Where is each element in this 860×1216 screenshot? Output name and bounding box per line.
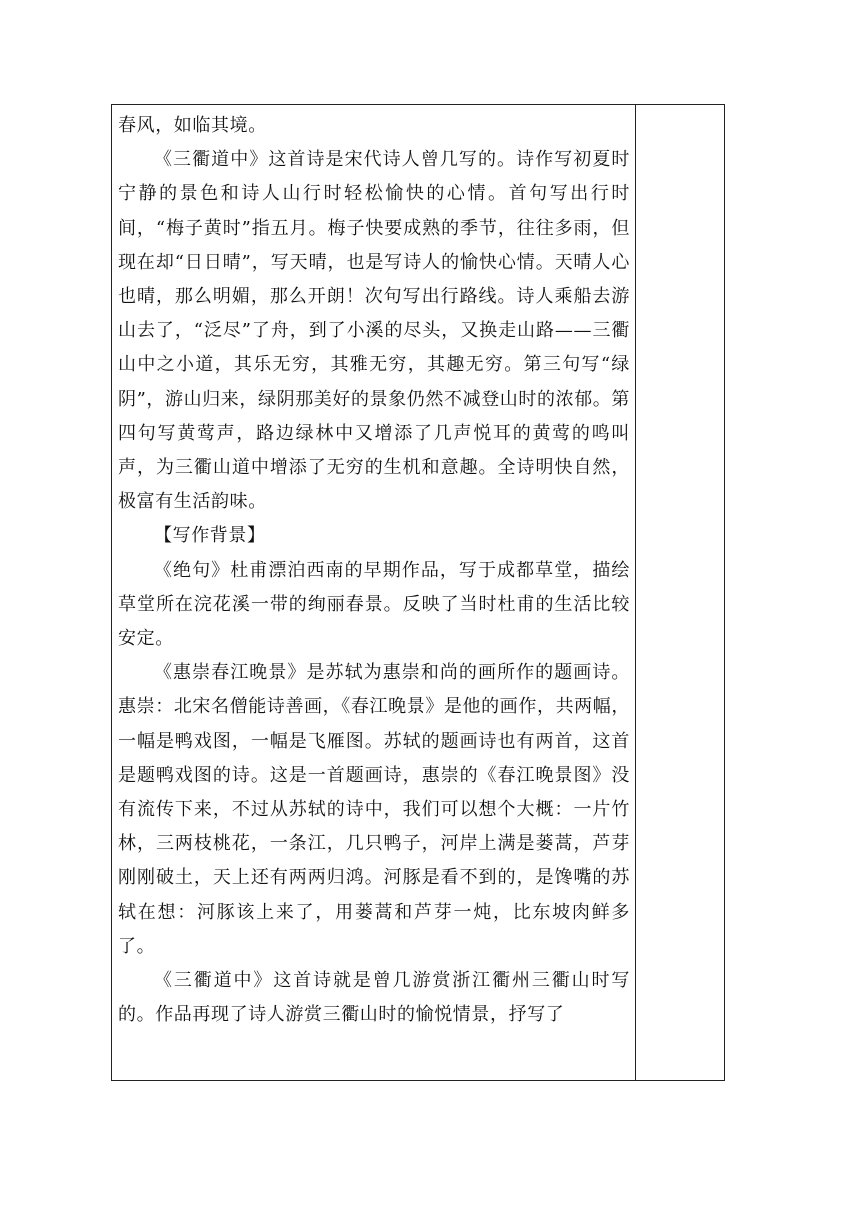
notes-cell	[636, 105, 725, 1080]
main-text-cell	[118, 109, 630, 1032]
paragraph-sanqu-background: 《三衢道中》这首诗就是曾几游赏浙江衢州三衢山时写的。作品再现了诗人游赏三衢山时的愉悦情景，抒写了	[118, 970, 630, 1026]
content-table	[111, 104, 725, 1081]
paragraph-sanqu-analysis: 《三衢道中》这首诗是宋代诗人曾几写的。诗作写初夏时宁静的景色和诗人山行时轻松愉快的心情。首句写出行时间，“梅子黄时”指五月。梅子快要成熟的季节，往往多雨，但现在却“日日晴”，写天晴，也是写诗人的愉快心情。天晴人心也晴，那么明媚，那么开朗！次句写出行路线。诗人乘船去游山去了，“泛尽”了舟，到了小溪的尽头，又换走山路——三衢山中之小道，其乐无穷，其雅无穷，其趣无穷。第三句写“绿阴”，游山归来，绿阴那美好的景象仍然不减登山时的浓郁。第四句写黄莺声，路边绿林中又增添了几声悦耳的黄莺的鸣叫声，为三衢山道中增添了无穷的生机和意趣。全诗明快自然，极富有生活韵味。	[118, 149, 630, 513]
section-heading-writing-background: 【写作背景】	[154, 525, 266, 547]
paragraph-huichong-background: 《惠崇春江晚景》是苏轼为惠崇和尚的画所作的题画诗。惠崇：北宋名僧能诗善画，《春江晚景》是他的画作，共两幅，一幅是鸭戏图，一幅是飞雁图。苏轼的题画诗也有两首，这首是题鸭戏图的诗。这是一首题画诗，惠崇的《春江晚景图》没有流传下来，不过从苏轼的诗中，我们可以想个大概：一片竹林，三两枝桃花，一条江，几只鸭子，河岸上满是蒌蒿，芦芽刚刚破土，天上还有两两归鸿。河豚是看不到的，是馋嘴的苏轼在想：河豚该上来了，用蒌蒿和芦芽一炖，比东坡肉鲜多了。	[118, 662, 630, 957]
paragraph-jueju-background: 《绝句》杜甫漂泊西南的早期作品，写于成都草堂，描绘草堂所在浣花溪一带的绚丽春景。反映了当时杜甫的生活比较安定。	[118, 559, 630, 650]
paragraph-continuation: 春风，如临其境。	[118, 115, 267, 136]
